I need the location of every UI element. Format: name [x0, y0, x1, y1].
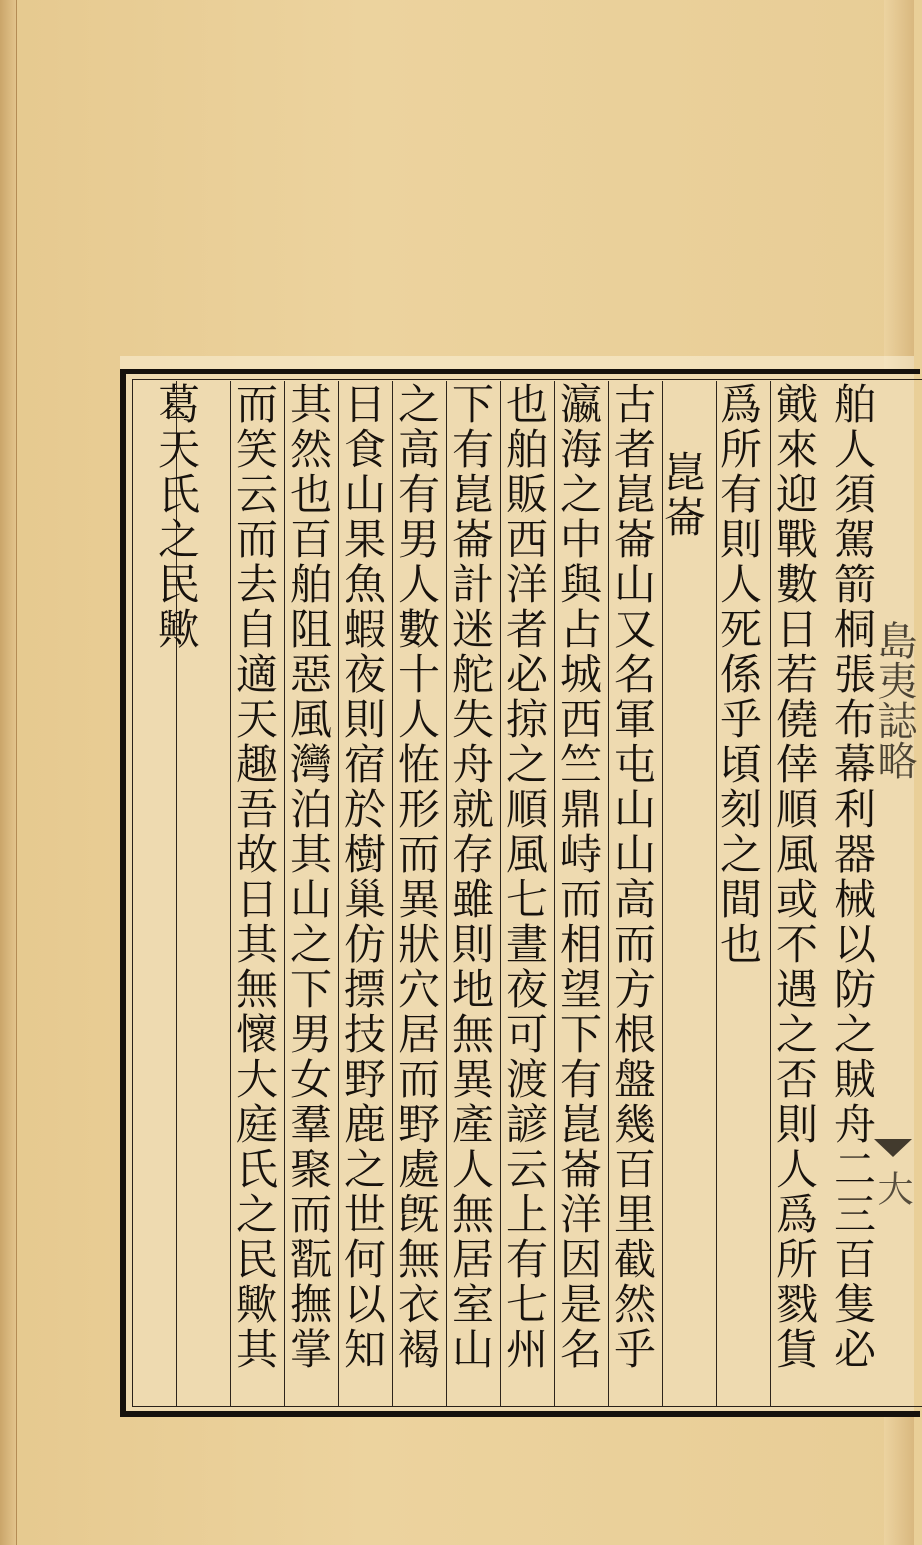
text-column-12: 而笑云而去自適天趣吾故日其無懷大庭氏之民歟其 — [230, 382, 279, 1372]
text-column-5: 古者崑崙山又名軍屯山山高而方根盤幾百里截然乎 — [608, 382, 657, 1372]
text-column-2: 戭來迎戰數日若僥倖順風或不遇之否則人爲所戮貨 — [770, 382, 819, 1372]
text-column-9: 之高有男人數十人恠形而異狀穴居而野處旣無衣褐 — [392, 382, 441, 1372]
section-heading-kunlun: 崑崙 — [658, 450, 707, 540]
text-column-7: 也舶販西洋者必掠之順風七晝夜可渡諺云上有七州 — [500, 382, 549, 1372]
text-column-8: 下有崑崙計迷舵失舟就存雖則地無異產人無居室山 — [446, 382, 495, 1372]
text-column-3: 爲所有則人死係乎頃刻之間也 — [714, 382, 763, 967]
book-title-margin: 島夷誌略 — [871, 620, 917, 780]
text-column-13: 葛天氏之民歟 — [152, 382, 201, 652]
text-column-1: 舶人須駕箭桐張布幕利器械以防之賊舟二三百隻必 — [828, 382, 877, 1372]
fishtail-mark — [872, 1135, 914, 1165]
text-column-6: 瀛海之中與占城西竺鼎峙而相望下有崑崙洋因是名 — [554, 382, 603, 1372]
text-column-10: 日食山果魚蝦夜則宿於樹巢仿摽技野鹿之世何以知 — [338, 382, 387, 1372]
left-page-edge — [0, 0, 17, 1545]
page-number-margin: 大 — [872, 1170, 913, 1206]
text-column-11: 其然也百舶阻惡風灣泊其山之下男女羣聚而翫撫掌 — [284, 382, 333, 1372]
